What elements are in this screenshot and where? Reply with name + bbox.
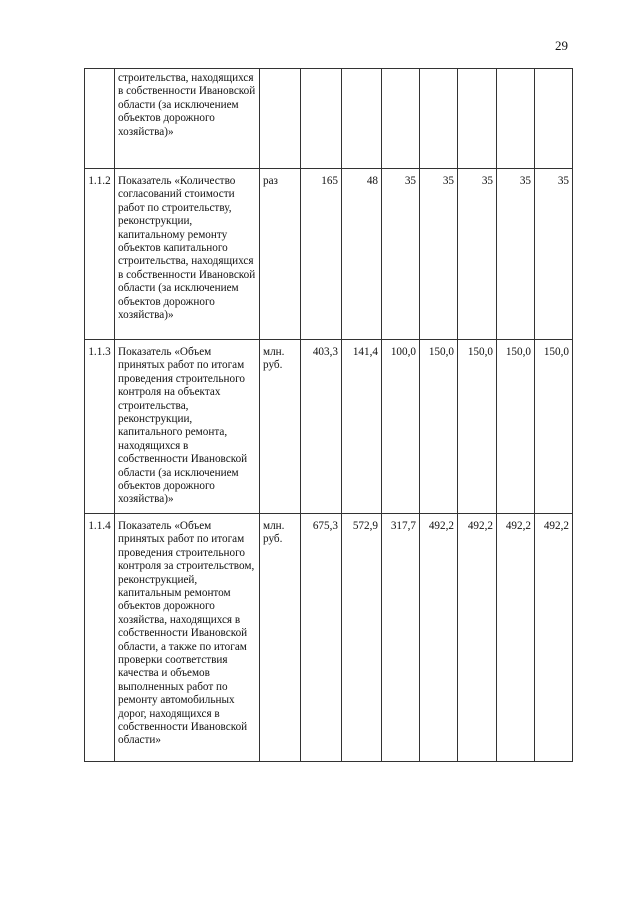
value-cell xyxy=(458,69,497,169)
value-cell: 141,4 xyxy=(342,340,382,514)
value-cell: 492,2 xyxy=(497,513,535,761)
value-cell xyxy=(420,69,458,169)
value-cell: 317,7 xyxy=(382,513,420,761)
indicator-description: Показатель «Объем принятых работ по итогам проведения строительного контроля за строительством, реконструкцией, капитальным ремонтом объектов дорожного хозяйства, находящихся в собственности Ивановской области, а также по итогам проверки соответствия качества и объемов выполненных работ по ремонту автомобильных дорог, находящихся в собственности Ивановской области» xyxy=(115,513,260,761)
unit-cell: раз xyxy=(260,169,301,340)
row-number xyxy=(85,69,115,169)
table-row xyxy=(85,69,573,169)
indicator-description: Показатель «Количество согласований стоимости работ по строительству, реконструкции, капитальному ремонту объектов капитального строительства, находящихся в собственности Ивановской области (за исключением объектов дорожного хозяйства)» xyxy=(115,169,260,340)
value-cell: 35 xyxy=(535,169,573,340)
value-cell xyxy=(382,69,420,169)
value-cell: 150,0 xyxy=(420,340,458,514)
indicator-table xyxy=(84,68,573,762)
value-cell: 35 xyxy=(420,169,458,340)
value-cell xyxy=(301,69,342,169)
value-cell: 572,9 xyxy=(342,513,382,761)
value-cell: 150,0 xyxy=(497,340,535,514)
table-row xyxy=(85,340,573,514)
table-row xyxy=(85,513,573,761)
value-cell: 48 xyxy=(342,169,382,340)
table-row xyxy=(85,169,573,340)
unit-cell: млн. руб. xyxy=(260,513,301,761)
value-cell: 35 xyxy=(382,169,420,340)
unit-cell xyxy=(260,69,301,169)
indicator-description: Показатель «Объем принятых работ по итогам проведения строительного контроля на объектах строительства, реконструкции, капитального ремонта, находящихся в собственности Ивановской области (за исключением объектов дорожного хозяйства)» xyxy=(115,340,260,514)
value-cell: 492,2 xyxy=(458,513,497,761)
row-number: 1.1.4 xyxy=(85,513,115,761)
row-number: 1.1.2 xyxy=(85,169,115,340)
row-number: 1.1.3 xyxy=(85,340,115,514)
value-cell: 150,0 xyxy=(458,340,497,514)
value-cell: 35 xyxy=(497,169,535,340)
page-number: 29 xyxy=(555,38,568,53)
value-cell xyxy=(535,69,573,169)
value-cell: 100,0 xyxy=(382,340,420,514)
value-cell: 403,3 xyxy=(301,340,342,514)
value-cell xyxy=(497,69,535,169)
value-cell: 165 xyxy=(301,169,342,340)
value-cell: 150,0 xyxy=(535,340,573,514)
value-cell xyxy=(342,69,382,169)
value-cell: 675,3 xyxy=(301,513,342,761)
value-cell: 35 xyxy=(458,169,497,340)
value-cell: 492,2 xyxy=(535,513,573,761)
indicator-description: строительства, находящихся в собственности Ивановской области (за исключением объектов дорожного хозяйства)» xyxy=(115,69,260,169)
value-cell: 492,2 xyxy=(420,513,458,761)
unit-cell: млн. руб. xyxy=(260,340,301,514)
